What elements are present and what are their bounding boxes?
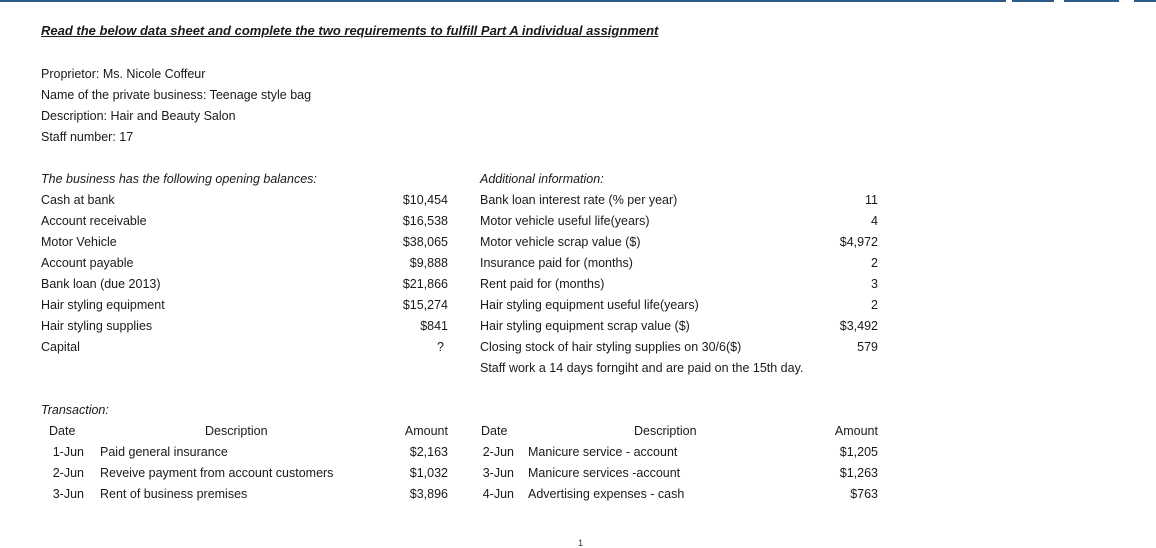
- opening-label: Hair styling supplies: [41, 319, 153, 333]
- staff-pay-note: Staff work a 14 days forngiht and are paid on the 15th day.: [480, 361, 804, 375]
- opening-value: ?: [437, 340, 444, 354]
- opening-balances-heading: The business has the following opening balances:: [41, 172, 317, 186]
- additional-label: Rent paid for (months): [480, 277, 605, 291]
- top-rule: [1134, 0, 1156, 2]
- opening-value: $38,065: [402, 235, 448, 249]
- transaction-amount: $2,163: [409, 445, 448, 459]
- transaction-date: 2-Jun: [482, 445, 514, 459]
- opening-label: Motor Vehicle: [41, 235, 117, 249]
- opening-label: Account receivable: [41, 214, 147, 228]
- opening-value: $10,454: [402, 193, 448, 207]
- transaction-description: Advertising expenses - cash: [528, 487, 685, 501]
- transaction-date: 3-Jun: [482, 466, 514, 480]
- transaction-date: 2-Jun: [52, 466, 84, 480]
- transaction-amount: $1,263: [839, 466, 878, 480]
- opening-value: $15,274: [402, 298, 448, 312]
- opening-label: Hair styling equipment: [41, 298, 165, 312]
- info-staff-number: Staff number: 17: [41, 130, 134, 144]
- transaction-amount: $1,032: [409, 466, 448, 480]
- column-header-date: Date: [481, 424, 508, 438]
- page-number: 1: [578, 538, 584, 548]
- info-proprietor: Proprietor: Ms. Nicole Coffeur: [41, 67, 206, 81]
- additional-value: $3,492: [839, 319, 878, 333]
- transaction-date: 3-Jun: [52, 487, 84, 501]
- additional-value: 4: [871, 214, 878, 228]
- additional-label: Motor vehicle useful life(years): [480, 214, 650, 228]
- opening-value: $9,888: [409, 256, 448, 270]
- transaction-date: 1-Jun: [52, 445, 84, 459]
- transaction-date: 4-Jun: [482, 487, 514, 501]
- info-description: Description: Hair and Beauty Salon: [41, 109, 236, 123]
- additional-label: Insurance paid for (months): [480, 256, 633, 270]
- additional-value: 579: [857, 340, 878, 354]
- additional-label: Motor vehicle scrap value ($): [480, 235, 641, 249]
- transaction-description: Manicure services -account: [528, 466, 681, 480]
- info-business-name: Name of the private business: Teenage style bag: [41, 88, 312, 102]
- transaction-amount: $1,205: [839, 445, 878, 459]
- opening-label: Cash at bank: [41, 193, 115, 207]
- additional-label: Closing stock of hair styling supplies on 30/6($): [480, 340, 742, 354]
- column-header-description: Description: [205, 424, 268, 438]
- top-rule: [1064, 0, 1119, 2]
- opening-label: Bank loan (due 2013): [41, 277, 161, 291]
- opening-value: $841: [420, 319, 448, 333]
- column-header-amount: Amount: [404, 424, 448, 438]
- top-rule: [1012, 0, 1054, 2]
- transaction-amount: $3,896: [409, 487, 448, 501]
- transaction-description: Paid general insurance: [100, 445, 228, 459]
- transaction-amount: $763: [850, 487, 878, 501]
- top-rule: [0, 0, 1006, 2]
- transaction-description: Manicure service - account: [528, 445, 678, 459]
- transactions-heading: Transaction:: [41, 403, 109, 417]
- additional-value: 3: [871, 277, 878, 291]
- opening-value: $21,866: [402, 277, 448, 291]
- opening-value: $16,538: [402, 214, 448, 228]
- page-title: Read the below data sheet and complete the two requirements to fulfill Part A individual assignment: [41, 23, 659, 38]
- additional-value: 2: [871, 256, 878, 270]
- column-header-description: Description: [634, 424, 697, 438]
- additional-label: Bank loan interest rate (% per year): [480, 193, 678, 207]
- additional-value: 2: [871, 298, 878, 312]
- column-header-date: Date: [49, 424, 76, 438]
- additional-value: $4,972: [839, 235, 878, 249]
- transaction-description: Rent of business premises: [100, 487, 248, 501]
- opening-label: Account payable: [41, 256, 134, 270]
- transaction-description: Reveive payment from account customers: [100, 466, 334, 480]
- additional-value: 11: [865, 193, 878, 207]
- additional-label: Hair styling equipment scrap value ($): [480, 319, 690, 333]
- additional-info-heading: Additional information:: [480, 172, 604, 186]
- opening-label: Capital: [41, 340, 80, 354]
- additional-label: Hair styling equipment useful life(years): [480, 298, 699, 312]
- column-header-amount: Amount: [834, 424, 878, 438]
